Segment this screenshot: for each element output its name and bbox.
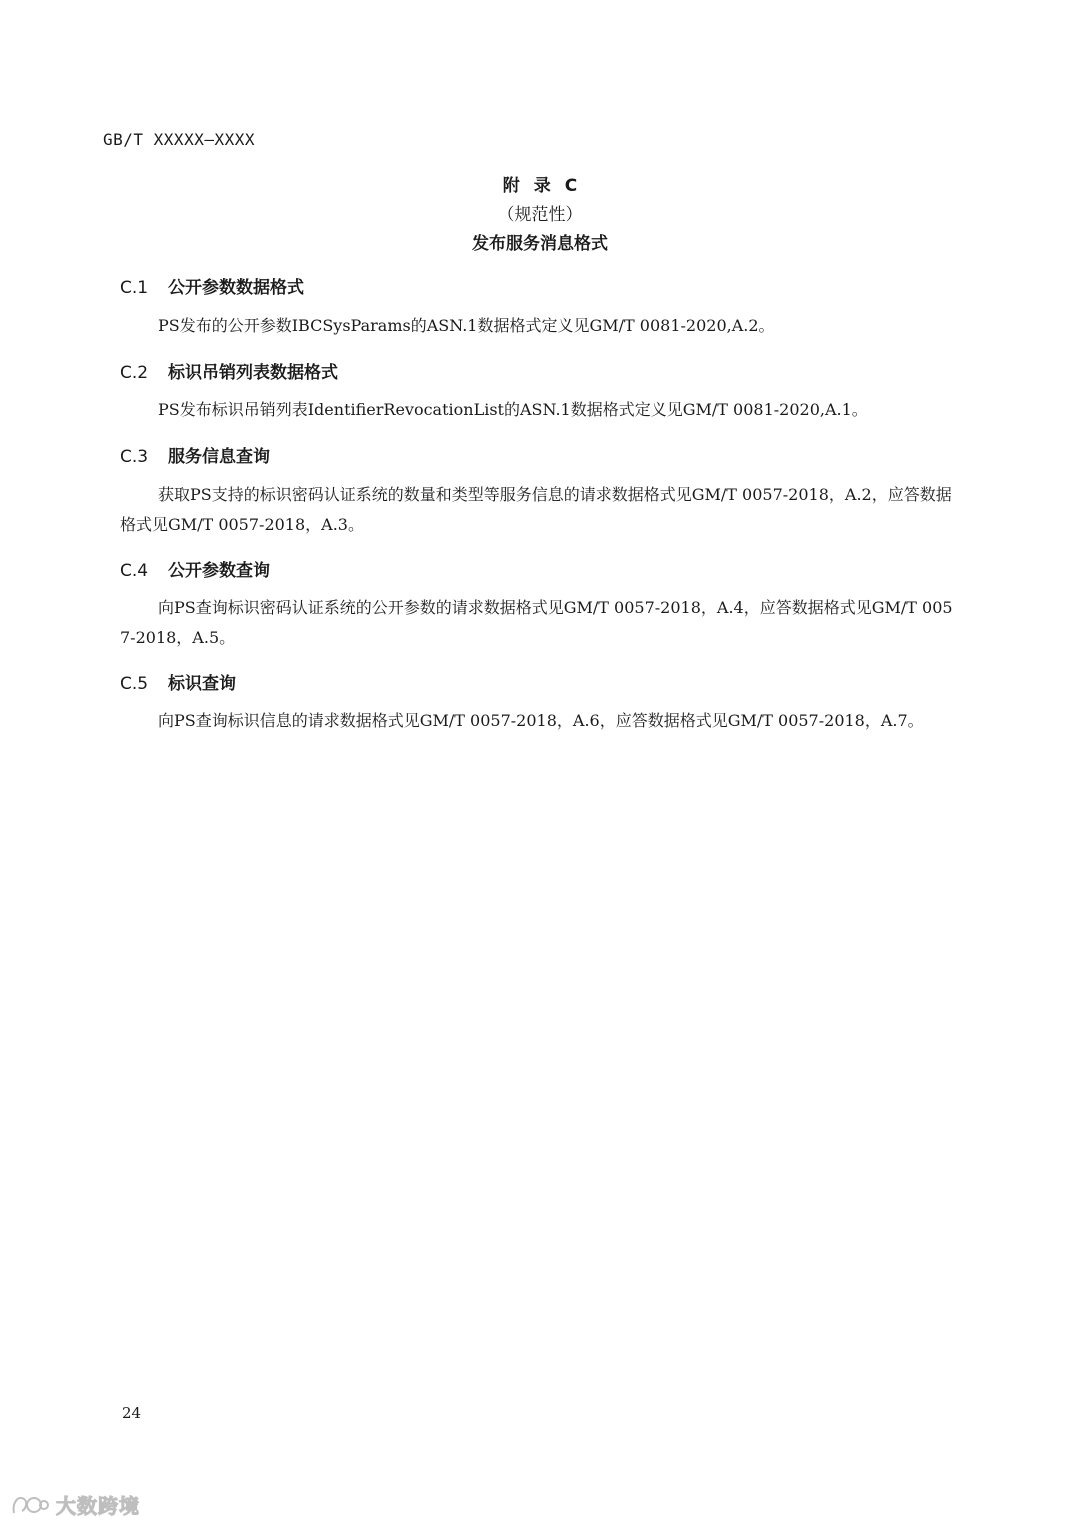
section-body: 获取PS支持的标识密码认证系统的数量和类型等服务信息的请求数据格式见GM/T 0057-2018，A.2，应答数据格式见GM/T 0057-2018，A.3。 xyxy=(120,485,952,534)
section-title: 公开参数查询 xyxy=(168,561,270,581)
section-number: C.3 xyxy=(120,447,149,467)
section-body: PS发布标识吊销列表IdentifierRevocationList的ASN.1数据格式定义见GM/T 0081-2020,A.1。 xyxy=(158,400,868,419)
section-number: C.2 xyxy=(120,363,149,383)
section-heading xyxy=(120,358,338,383)
document-code: GB/T XXXXX—XXXX xyxy=(103,130,255,149)
section-heading xyxy=(120,442,270,467)
section-body: 向PS查询标识密码认证系统的公开参数的请求数据格式见GM/T 0057-2018，A.4，应答数据格式见GM/T 0057-2018，A.5。 xyxy=(120,598,953,647)
watermark-text: 大数跨境 xyxy=(56,1494,140,1518)
section-body: PS发布的公开参数IBCSysParams的ASN.1数据格式定义见GM/T 0081-2020,A.2。 xyxy=(158,316,775,335)
section-title: 标识查询 xyxy=(168,674,236,694)
section-heading xyxy=(120,273,304,298)
appendix-type: （规范性） xyxy=(497,205,583,225)
watermark-logo-icon xyxy=(10,1493,50,1517)
section-heading xyxy=(120,669,236,694)
watermark xyxy=(10,1490,140,1519)
section-title: 公开参数数据格式 xyxy=(168,278,304,298)
appendix-label: 附录C xyxy=(502,176,592,196)
section-number: C.4 xyxy=(120,561,149,581)
appendix-title: 发布服务消息格式 xyxy=(472,234,608,254)
section-title: 服务信息查询 xyxy=(168,447,270,467)
page-number: 24 xyxy=(122,1404,142,1422)
section-number: C.1 xyxy=(120,278,149,298)
section-heading xyxy=(120,556,270,581)
section-body: 向PS查询标识信息的请求数据格式见GM/T 0057-2018，A.6，应答数据格式见GM/T 0057-2018，A.7。 xyxy=(158,711,924,730)
section-number: C.5 xyxy=(120,674,149,694)
appendix-title-block xyxy=(0,172,1080,259)
section-title: 标识吊销列表数据格式 xyxy=(168,363,338,383)
